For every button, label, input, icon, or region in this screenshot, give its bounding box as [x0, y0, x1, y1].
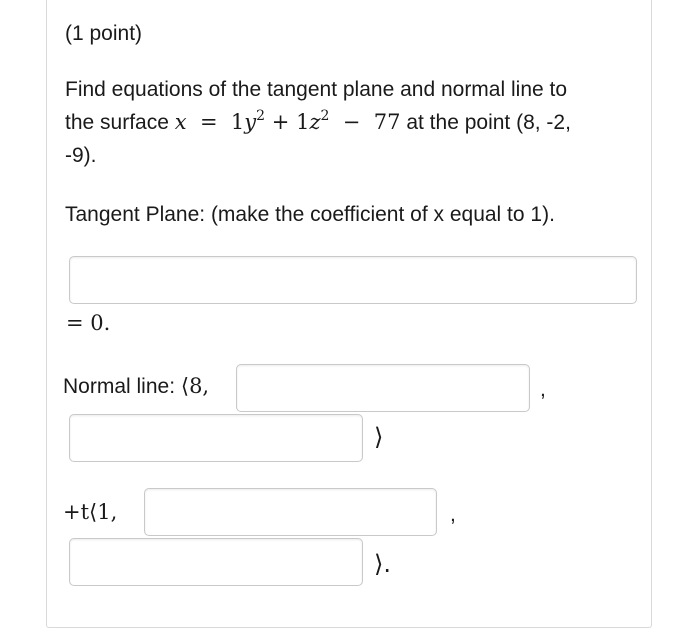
- problem-statement-line2: [65, 110, 571, 135]
- problem-statement-line3: -9).: [65, 144, 97, 167]
- normal-line-dir-y-input[interactable]: [144, 488, 437, 536]
- normal-line-point-label: [63, 374, 209, 399]
- problem-statement-line1: Find equations of the tangent plane and normal line to: [65, 78, 568, 101]
- surface-equation: $x = 1y^2 + 1z^2 - 77$: [174, 108, 401, 134]
- normal-line-point-close: ⟩: [374, 423, 384, 451]
- normal-line-direction-close: ⟩.: [374, 550, 391, 578]
- normal-line-comma-1: ,: [540, 378, 546, 401]
- normal-line-direction-open: +t⟨1,: [63, 500, 118, 524]
- normal-line-dir-z-input[interactable]: [69, 538, 363, 586]
- tangent-plane-input[interactable]: [69, 256, 637, 304]
- tangent-plane-label: Tangent Plane: (make the coefficient of x equal to 1).: [65, 203, 555, 226]
- normal-line-point-y-input[interactable]: [236, 364, 530, 412]
- normal-line-point-z-input[interactable]: [69, 414, 363, 462]
- surface-prefix: the surface: [65, 111, 175, 134]
- tangent-plane-rhs: = 0.: [66, 311, 111, 335]
- normal-line-comma-2: ,: [450, 503, 456, 526]
- problem-points: (1 point): [65, 22, 143, 45]
- normal-line-label: Normal line:: [63, 375, 181, 398]
- surface-suffix: at the point (8, -2,: [400, 111, 571, 134]
- normal-line-point-open: ⟨8,: [180, 374, 210, 398]
